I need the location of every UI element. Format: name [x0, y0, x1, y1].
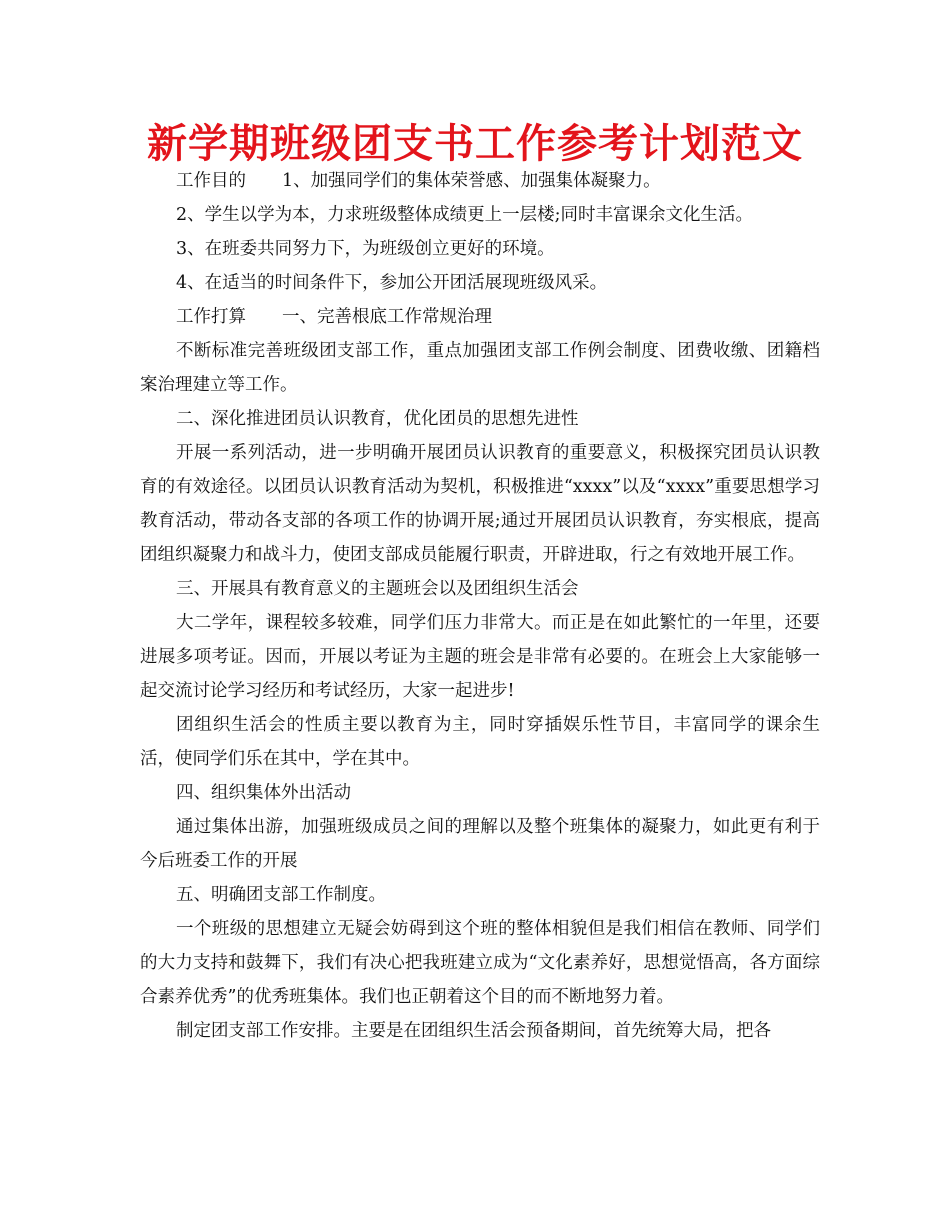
paragraph: 一个班级的思想建立无疑会妨碍到这个班的整体相貌但是我们相信在教师、同学们的大力支持和鼓舞下，我们有决心把我班建立成为“文化素养好，思想觉悟高，各方面综合素养优秀”的优秀班集体。我们也正朝着这个目的而不断地努力着。: [140, 919, 820, 1007]
document-title: 新学期班级团支书工作参考计划范文: [147, 121, 803, 167]
paragraph: 大二学年，课程较多较难，同学们压力非常大。而正是在如此繁忙的一年里，还要进展多项考证。因而，开展以考证为主题的班会是非常有必要的。在班会上大家能够一起交流讨论学习经历和考试经历，大家一起进步!: [140, 613, 820, 701]
section-heading: 一、完善根底工作常规治理: [282, 307, 492, 327]
section-heading: 四、组织集体外出活动: [176, 783, 351, 803]
paragraph: 4、在适当的时间条件下，参加公开团活展现班级风采。: [176, 273, 608, 293]
section-lead-work-goal: 工作目的: [176, 171, 246, 191]
section-heading: 五、明确团支部工作制度。: [176, 885, 386, 905]
paragraph: 通过集体出游，加强班级成员之间的理解以及整个班集体的凝聚力，如此更有利于今后班委工作的开展: [140, 817, 820, 871]
paragraph: 制定团支部工作安排。主要是在团组织生活会预备期间，首先统筹大局，把各: [176, 1021, 771, 1041]
paragraph: 3、在班委共同努力下，为班级创立更好的环境。: [176, 239, 555, 259]
paragraph: 开展一系列活动，进一步明确开展团员认识教育的重要意义，积极探究团员认识教育的有效途径。以团员认识教育活动为契机，积极推进“xxxx”以及“xxxx”重要思想学习教育活动，带动各支部的各项工作的协调开展;通过开展团员认识教育，夯实根底，提高团组织凝聚力和战斗力，使团支部成员能履行职责，开辟进取，行之有效地开展工作。: [140, 443, 820, 565]
section-heading: 三、开展具有教育意义的主题班会以及团组织生活会: [176, 579, 579, 599]
paragraph: 不断标准完善班级团支部工作，重点加强团支部工作例会制度、团费收缴、团籍档案治理建立等工作。: [140, 341, 820, 395]
document-body: [140, 164, 820, 1048]
section-lead-work-plan: 工作打算: [176, 307, 246, 327]
paragraph: 团组织生活会的性质主要以教育为主，同时穿插娱乐性节目，丰富同学的课余生活，使同学们乐在其中，学在其中。: [140, 715, 820, 769]
paragraph-text: 1、加强同学们的集体荣誉感、加强集体凝聚力。: [282, 171, 661, 191]
paragraph-work-plan: [140, 300, 820, 334]
paragraph-work-goal: [140, 164, 820, 198]
section-heading: 二、深化推进团员认识教育，优化团员的思想先进性: [176, 409, 579, 429]
paragraph: 2、学生以学为本，力求班级整体成绩更上一层楼;同时丰富课余文化生活。: [176, 205, 754, 225]
